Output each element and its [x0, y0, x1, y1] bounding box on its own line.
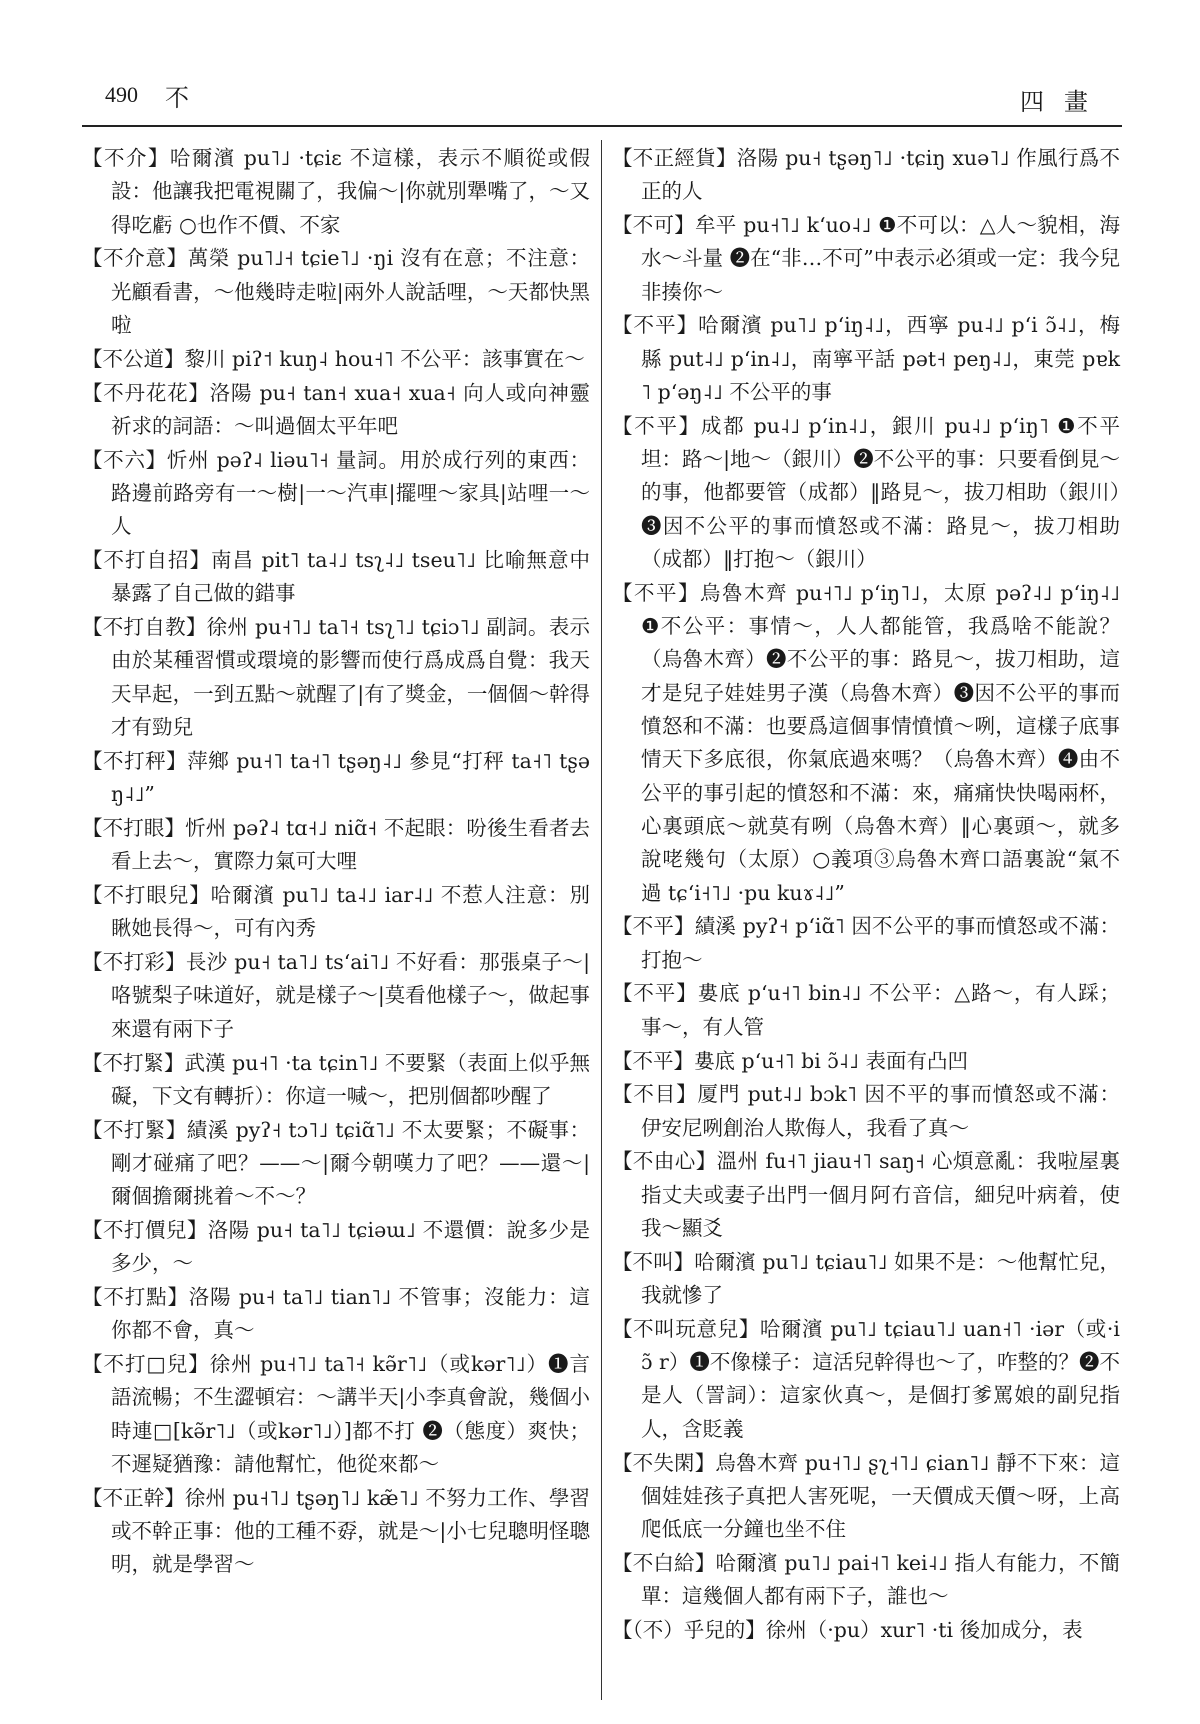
dictionary-entry: 【不打點】洛陽 pu˧ ta˥˩ tian˥˩ 不管事；沒能力：這你都不會，真～	[82, 1285, 590, 1343]
header-rule	[82, 125, 1122, 127]
dictionary-entry: 【不白給】哈爾濱 pu˥˩ pai˧˥ kei˨˩ 指人有能力，不簡單：這幾個人都有兩下子，誰也～	[612, 1550, 1120, 1609]
dictionary-entry: 【不由心】溫州 fu˧˥ jiau˧˥ saŋ˧ 心煩意亂：我啦屋裏指丈夫或妻子出門一個月阿冇音信，細兒叶病着，使我～顯爻	[612, 1149, 1120, 1240]
dictionary-entry: 【不平】烏魯木齊 pu˧˥˩ pʻiŋ˥˩，太原 pəʔ˨˩ pʻiŋ˨˩ ❶不公平：事情～，人人都能管，我爲啥不能說？（烏魯木齊）❷不公平的事：路見～，拔刀相助，這才是兒子娃娃男子漢（烏魯木齊）❸因不公平的事而憤怒和不滿：也要爲這個事情憤憤～咧，這樣子底事情天下多底很，你氣底過來嗎？（烏魯木齊）❹由不公平的事引起的憤怒和不滿：來，痛痛快快喝兩杯，心裏頭底～就莫有咧（烏魯木齊）‖心裏頭～，就多說咾幾句（太原）○義項③烏魯木齊口語裏說“氣不過 tɕʻi˧˥˩ ·pu kuɤ˨˩”	[612, 580, 1120, 905]
dictionary-entry: 【不打自招】南昌 pit˥ ta˨˩ tsʅ˨˩ tseu˥˩ 比喻無意中暴露了自己做的錯事	[82, 548, 590, 606]
dictionary-entry: 【不平】績溪 pyʔ˧ pʻiɑ̃˥ 因不公平的事而憤怒或不滿：打抱～	[612, 914, 1120, 972]
dictionary-entry: 【不打緊】武漢 pu˧˥ ·ta tɕin˥˩ 不要緊（表面上似乎無礙，下文有轉折）：你這一喊～，把別個都吵醒了	[82, 1050, 590, 1108]
dictionary-entry: 【不叫】哈爾濱 pu˥˩ tɕiau˥˩ 如果不是：～他幫忙兒，我就慘了	[612, 1249, 1120, 1308]
dictionary-entry: 【不打眼兒】哈爾濱 pu˥˩ ta˨˩ iar˨˩ 不惹人注意：別瞅她長得～，可有內秀	[82, 883, 590, 941]
dictionary-entry: 【不失閑】烏魯木齊 pu˧˥˩ ʂʅ˧˥˩ ɕian˥˩ 靜不下來：這個娃娃孩子真把人害死呢，一天價成天價～呀，上高爬低底一分鐘也坐不住	[612, 1450, 1120, 1542]
column-divider	[601, 140, 602, 1700]
dictionary-entry: 【不六】忻州 pəʔ˨ liəu˥˧ 量詞。用於成行列的東西：路邊前路旁有一～樹|一～汽車|擺哩～家具|站哩一～人	[82, 447, 590, 539]
page-number: 490	[105, 82, 138, 107]
right-column	[612, 142, 1120, 1648]
dictionary-entry: 【不平】婁底 pʻu˧˥ bin˨˩ 不公平：△路～，有人踩；事～，有人管	[612, 981, 1120, 1039]
dictionary-entry: 【不介】哈爾濱 pu˥˩ ·tɕiɛ 不這樣，表示不順從或假設：他讓我把電視關了，我偏～|你就別犟嘴了，～又得吃虧 ○也作不價、不家	[82, 146, 590, 237]
dictionary-entry: 【不打眼】忻州 pəʔ˨ tɑ˧˩ niɑ̃˧ 不起眼：吩後生看者去看上去～，實際力氣可大哩	[82, 815, 590, 874]
left-column	[82, 142, 590, 1582]
dictionary-entry: 【不介意】萬榮 pu˥˩˧ tɕie˥˩ ·ŋi 沒有在意；不注意：光顧看書，～他幾時走啦|兩外人說話哩，～天都快黑啦	[82, 246, 590, 337]
dictionary-entry: 【不平】成都 pu˨˩ pʻin˨˩，銀川 pu˨˩ pʻiŋ˥ ❶不平坦：路～|地～（銀川）❷不公平的事：只要看倒見～的事，他都要管（成都）‖路見～，拔刀相助（銀川）❸因不公平的事而憤怒或不滿：路見～，拔刀相助（成都）‖打抱～（銀川）	[612, 413, 1120, 572]
dictionary-entry: 【不叫玩意兒】哈爾濱 pu˥˩ tɕiau˥˩ uan˧˥ ·iər（或·i ɔ̃ r）❶不像樣子：這活兒幹得也～了，咋整的？❷不是人（詈詞）：這家伙真～，是個打爹罵娘的副兒指人，含貶義	[612, 1316, 1120, 1441]
dictionary-entry: 【不目】厦門 put˨˩ bɔk˥ 因不平的事而憤怒或不滿：伊安尼咧創治人欺侮人，我看了真～	[612, 1082, 1120, 1140]
dictionary-entry: 【不丹花花】洛陽 pu˧ tan˧ xua˧ xua˧ 向人或向神靈祈求的詞語：～叫過個太平年吧	[82, 380, 590, 438]
dictionary-entry: 【不平】哈爾濱 pu˥˩ pʻiŋ˨˩，西寧 pu˨˩ pʻi ɔ̃˨˩，梅縣 put˨˩ pʻin˨˩，南寧平話 pət˧ peŋ˨˩，東莞 pɐk˥ pʻəŋ˨˩ 不公平的事	[612, 313, 1120, 405]
dictionary-entry: 【不正幹】徐州 pu˧˥˩ tʂəŋ˥˩ kæ̃˥˩ 不努力工作、學習或不幹正事：他的工種不孬，就是～|小七兒聰明怪聰明，就是學習～	[82, 1485, 590, 1577]
section-label: 四畫	[1020, 88, 1108, 116]
dictionary-entry: 【不打彩】長沙 pu˧ ta˥˩ tsʻai˥˩ 不好看：那張桌子～|咯號梨子味道好，就是樣子～|莫看他樣子～，做起事來還有兩下子	[82, 950, 590, 1041]
dictionary-entry: 【不正經貨】洛陽 pu˧ tʂəŋ˥˩ ·tɕiŋ xuə˥˩ 作風行爲不正的人	[612, 146, 1120, 204]
dictionary-entry: 【（不）乎兒的】徐州（·pu）xur˥ ·ti 後加成分，表	[612, 1618, 1083, 1643]
dictionary-entry: 【不打價兒】洛陽 pu˧ ta˥˩ tɕiəɯ˩ 不還價：說多少是多少，～	[82, 1218, 590, 1276]
dictionary-entry: 【不打□兒】徐州 pu˧˥˩ ta˥˧ kə̃r˥˩（或kər˥˩）❶言語流暢；不生澀頓宕：～講半天|小李真會說，幾個小時連□[kə̃r˥˩（或kər˥˩）]都不打 ❷（態度）爽快；不遲疑猶豫：請他幫忙，他從來都～	[82, 1352, 590, 1477]
dictionary-entry: 【不可】牟平 pu˧˥˩ kʻuo˨˩ ❶不可以：△人～貌相，海水～斗量 ❷在“非…不可”中表示必須或一定：我今兒非揍你～	[612, 213, 1120, 304]
dictionary-entry: 【不公道】黎川 piʔ˦ kuŋ˨ hou˧˥ 不公平：該事實在～	[82, 346, 585, 371]
head-character: 不	[165, 84, 189, 112]
dictionary-entry: 【不打自教】徐州 pu˧˥˩ ta˥˧ tsʅ˥˩ tɕiɔ˥˩ 副詞。表示由於某種習慣或環境的影響而使行爲成爲自覺：我天天早起，一到五點～就醒了|有了獎金，一個個～幹得才有勁兒	[82, 615, 590, 740]
page-header	[0, 0, 1200, 130]
dictionary-entry: 【不打緊】績溪 pyʔ˧ tɔ˥˩ tɕiɑ̃˥˩ 不太要緊；不礙事：剛才碰痛了吧？——～|爾今朝嘆力了吧？——還～|爾個擔爾挑着～不～？	[82, 1117, 590, 1209]
dictionary-entry: 【不平】婁底 pʻu˧˥ bi ɔ̃˨˩ 表面有凸凹	[612, 1048, 969, 1073]
dictionary-entry: 【不打秤】萍鄉 pu˧˥ ta˧˥ tʂəŋ˨˩ 參見“打秤 ta˧˥ tʂəŋ˨˩”	[82, 748, 590, 807]
